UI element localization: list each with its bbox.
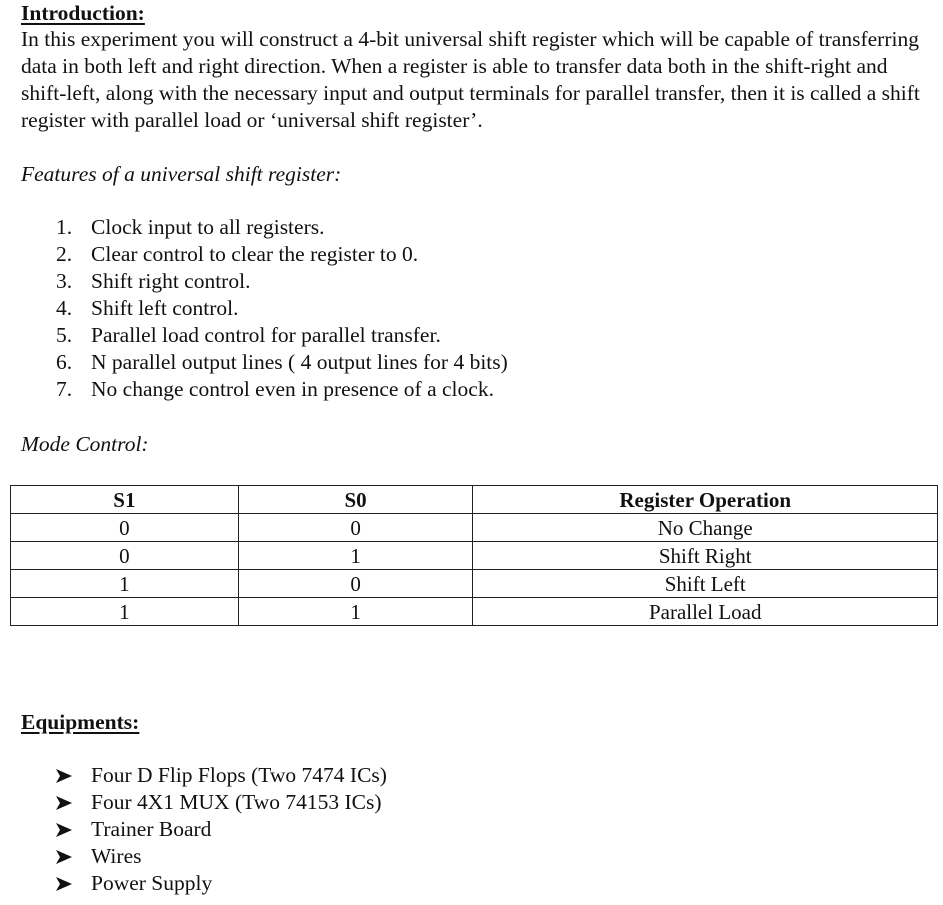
table-cell: Shift Right <box>473 542 938 570</box>
table-cell: Shift Left <box>473 570 938 598</box>
list-item-text: Four 4X1 MUX (Two 74153 ICs) <box>91 790 382 814</box>
list-item-number: 4. <box>56 296 73 320</box>
features-title: Features of a universal shift register: <box>21 162 342 186</box>
table-cell: 0 <box>238 570 473 598</box>
list-item-number: 3. <box>56 269 73 293</box>
table-cell: Parallel Load <box>473 598 938 626</box>
list-item-text: Clear control to clear the register to 0. <box>91 242 419 266</box>
table-cell: No Change <box>473 514 938 542</box>
list-item-text: No change control even in presence of a clock. <box>91 377 494 401</box>
list-item-number: 6. <box>56 350 73 374</box>
equipments-heading: Equipments: <box>21 710 140 734</box>
table-cell: 0 <box>11 542 239 570</box>
table-row <box>11 542 938 570</box>
list-item-text: Shift right control. <box>91 269 251 293</box>
mode-control-table <box>10 485 938 626</box>
table-row <box>11 514 938 542</box>
arrowhead-bullet-icon <box>55 796 73 810</box>
table-cell: 1 <box>11 570 239 598</box>
table-cell: 0 <box>238 514 473 542</box>
list-item-text: Wires <box>91 844 142 868</box>
arrowhead-bullet-icon <box>55 850 73 864</box>
arrowhead-bullet-icon <box>55 823 73 837</box>
list-item-text: N parallel output lines ( 4 output lines for 4 bits) <box>91 350 508 374</box>
list-item-number: 7. <box>56 377 73 401</box>
table-row <box>11 598 938 626</box>
table-cell: 1 <box>238 598 473 626</box>
mode-control-title: Mode Control: <box>21 432 149 456</box>
column-header-s1: S1 <box>11 486 239 514</box>
column-header-register-operation: Register Operation <box>473 486 938 514</box>
table-row <box>11 570 938 598</box>
list-item-number: 2. <box>56 242 73 266</box>
table-cell: 1 <box>238 542 473 570</box>
table-header-row <box>11 486 938 514</box>
column-header-s0: S0 <box>238 486 473 514</box>
list-item-number: 5. <box>56 323 73 347</box>
introduction-paragraph: In this experiment you will construct a 4-bit universal shift register which will be capable of transferring data in both left and right direction. When a register is able to transfer data both in the shift-right and shift-left, along with the necessary input and output terminals for parallel transfer, then it is called a shift register with parallel load or ‘universal shift register’. <box>21 27 920 132</box>
arrowhead-bullet-icon <box>55 877 73 891</box>
arrowhead-bullet-icon <box>55 769 73 783</box>
list-item-text: Trainer Board <box>91 817 212 841</box>
list-item-text: Clock input to all registers. <box>91 215 325 239</box>
table-cell: 1 <box>11 598 239 626</box>
list-item-text: Parallel load control for parallel transfer. <box>91 323 441 347</box>
list-item-text: Shift left control. <box>91 296 239 320</box>
list-item-text: Power Supply <box>91 871 213 895</box>
list-item-number: 1. <box>56 215 73 239</box>
table-cell: 0 <box>11 514 239 542</box>
introduction-heading: Introduction: <box>21 1 145 25</box>
list-item-text: Four D Flip Flops (Two 7474 ICs) <box>91 763 387 787</box>
